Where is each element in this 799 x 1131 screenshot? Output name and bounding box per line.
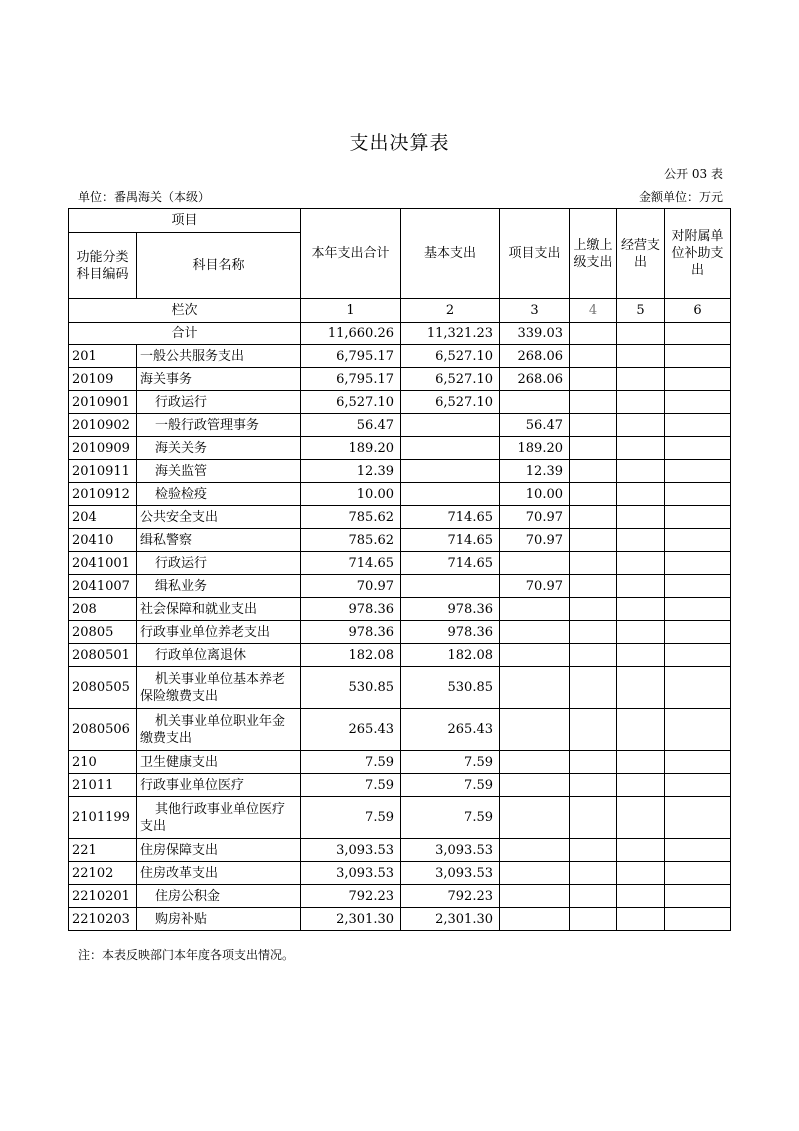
row-upper [570, 667, 617, 709]
row-code: 2010911 [69, 460, 137, 483]
row-total: 265.43 [301, 709, 401, 751]
row-subsidy [665, 575, 731, 598]
row-name: 缉私警察 [137, 529, 301, 552]
row-code: 204 [69, 506, 137, 529]
header-business: 经营支出 [617, 209, 665, 299]
table-row [69, 908, 731, 931]
row-upper [570, 751, 617, 774]
row-total: 7.59 [301, 774, 401, 797]
row-upper [570, 839, 617, 862]
row-project: 10.00 [500, 483, 570, 506]
row-basic: 3,093.53 [401, 839, 500, 862]
row-code: 2080506 [69, 709, 137, 751]
row-business [617, 797, 665, 839]
row-project [500, 552, 570, 575]
col-label: 栏次 [69, 299, 301, 323]
header-total: 本年支出合计 [301, 209, 401, 299]
row-subsidy [665, 552, 731, 575]
row-subsidy [665, 667, 731, 709]
total-label: 合计 [69, 323, 301, 345]
row-total: 10.00 [301, 483, 401, 506]
row-total: 7.59 [301, 797, 401, 839]
row-upper [570, 862, 617, 885]
row-name: 检验检疫 [137, 483, 301, 506]
table-row [69, 774, 731, 797]
row-basic: 7.59 [401, 774, 500, 797]
total-basic: 11,321.23 [401, 323, 500, 345]
row-total: 56.47 [301, 414, 401, 437]
row-basic: 3,093.53 [401, 862, 500, 885]
row-name: 住房改革支出 [137, 862, 301, 885]
row-subsidy [665, 368, 731, 391]
row-business [617, 345, 665, 368]
row-project [500, 391, 570, 414]
row-upper [570, 621, 617, 644]
row-code: 2080505 [69, 667, 137, 709]
row-project: 56.47 [500, 414, 570, 437]
row-upper [570, 575, 617, 598]
row-code: 22102 [69, 862, 137, 885]
row-basic: 530.85 [401, 667, 500, 709]
row-upper [570, 483, 617, 506]
table-row [69, 368, 731, 391]
row-total: 6,795.17 [301, 368, 401, 391]
row-subsidy [665, 621, 731, 644]
table-row [69, 529, 731, 552]
row-code: 2010912 [69, 483, 137, 506]
row-project [500, 774, 570, 797]
total-project: 339.03 [500, 323, 570, 345]
row-upper [570, 885, 617, 908]
row-business [617, 621, 665, 644]
table-row [69, 667, 731, 709]
row-code: 2101199 [69, 797, 137, 839]
row-name: 公共安全支出 [137, 506, 301, 529]
row-subsidy [665, 345, 731, 368]
row-code: 2210201 [69, 885, 137, 908]
row-project: 70.97 [500, 575, 570, 598]
row-name: 行政事业单位医疗 [137, 774, 301, 797]
row-upper [570, 414, 617, 437]
row-business [617, 414, 665, 437]
row-subsidy [665, 391, 731, 414]
row-business [617, 885, 665, 908]
row-total: 3,093.53 [301, 839, 401, 862]
row-total: 792.23 [301, 885, 401, 908]
row-business [617, 391, 665, 414]
row-project [500, 908, 570, 931]
row-total: 530.85 [301, 667, 401, 709]
row-total: 978.36 [301, 621, 401, 644]
row-upper [570, 368, 617, 391]
header-subject-name: 科目名称 [137, 233, 301, 299]
table-row [69, 552, 731, 575]
row-basic [401, 460, 500, 483]
row-upper [570, 709, 617, 751]
row-total: 7.59 [301, 751, 401, 774]
row-upper [570, 391, 617, 414]
row-name: 行政事业单位养老支出 [137, 621, 301, 644]
row-subsidy [665, 797, 731, 839]
table-row [69, 885, 731, 908]
table-row [69, 483, 731, 506]
row-basic: 7.59 [401, 797, 500, 839]
row-subsidy [665, 908, 731, 931]
row-project [500, 621, 570, 644]
unit-label: 单位：番禺海关（本级） [78, 190, 211, 204]
row-upper [570, 774, 617, 797]
expenditure-table [68, 208, 731, 931]
row-project: 189.20 [500, 437, 570, 460]
row-code: 2041001 [69, 552, 137, 575]
row-total: 6,795.17 [301, 345, 401, 368]
row-subsidy [665, 437, 731, 460]
row-upper [570, 797, 617, 839]
row-code: 21011 [69, 774, 137, 797]
row-subsidy [665, 598, 731, 621]
table-row [69, 709, 731, 751]
row-basic: 6,527.10 [401, 368, 500, 391]
row-name: 缉私业务 [137, 575, 301, 598]
row-name: 海关监管 [137, 460, 301, 483]
row-code: 2010901 [69, 391, 137, 414]
header-basic: 基本支出 [401, 209, 500, 299]
row-code: 2080501 [69, 644, 137, 667]
table-row [69, 839, 731, 862]
row-project [500, 862, 570, 885]
row-code: 20410 [69, 529, 137, 552]
footnote: 注：本表反映部门本年度各项支出情况。 [78, 948, 295, 962]
row-upper [570, 345, 617, 368]
row-code: 2010902 [69, 414, 137, 437]
col-num: 6 [665, 299, 731, 323]
row-upper [570, 437, 617, 460]
table-row [69, 751, 731, 774]
row-basic [401, 437, 500, 460]
table-row [69, 506, 731, 529]
row-project [500, 667, 570, 709]
row-project: 12.39 [500, 460, 570, 483]
row-name: 住房保障支出 [137, 839, 301, 862]
total-upper [570, 323, 617, 345]
table-row [69, 621, 731, 644]
row-project: 268.06 [500, 368, 570, 391]
row-business [617, 575, 665, 598]
money-unit-label: 金额单位：万元 [638, 190, 723, 204]
row-total: 12.39 [301, 460, 401, 483]
row-code: 20109 [69, 368, 137, 391]
row-name: 行政运行 [137, 391, 301, 414]
row-business [617, 644, 665, 667]
row-total: 785.62 [301, 529, 401, 552]
row-subsidy [665, 774, 731, 797]
row-business [617, 552, 665, 575]
row-basic: 7.59 [401, 751, 500, 774]
row-basic: 6,527.10 [401, 391, 500, 414]
row-name: 卫生健康支出 [137, 751, 301, 774]
row-basic: 714.65 [401, 506, 500, 529]
row-total: 70.97 [301, 575, 401, 598]
row-project: 70.97 [500, 506, 570, 529]
row-subsidy [665, 885, 731, 908]
row-upper [570, 506, 617, 529]
row-upper [570, 529, 617, 552]
row-business [617, 839, 665, 862]
row-business [617, 506, 665, 529]
row-code: 210 [69, 751, 137, 774]
row-total: 6,527.10 [301, 391, 401, 414]
row-code: 208 [69, 598, 137, 621]
row-business [617, 667, 665, 709]
table-row [69, 414, 731, 437]
row-basic: 714.65 [401, 529, 500, 552]
row-project [500, 598, 570, 621]
row-name: 一般公共服务支出 [137, 345, 301, 368]
row-total: 714.65 [301, 552, 401, 575]
row-subsidy [665, 529, 731, 552]
row-basic: 6,527.10 [401, 345, 500, 368]
total-business [617, 323, 665, 345]
row-name: 其他行政事业单位医疗支出 [137, 797, 301, 839]
row-basic [401, 575, 500, 598]
row-upper [570, 598, 617, 621]
row-basic: 265.43 [401, 709, 500, 751]
table-row [69, 797, 731, 839]
row-subsidy [665, 862, 731, 885]
row-name: 机关事业单位基本养老保险缴费支出 [137, 667, 301, 709]
col-num: 3 [500, 299, 570, 323]
row-subsidy [665, 839, 731, 862]
row-name: 行政运行 [137, 552, 301, 575]
table-row [69, 644, 731, 667]
row-basic: 978.36 [401, 621, 500, 644]
header-upper: 上缴上级支出 [570, 209, 617, 299]
row-business [617, 437, 665, 460]
row-business [617, 862, 665, 885]
col-num: 1 [301, 299, 401, 323]
row-code: 221 [69, 839, 137, 862]
row-total: 189.20 [301, 437, 401, 460]
header-project: 项目支出 [500, 209, 570, 299]
header-item: 项目 [69, 209, 301, 233]
row-name: 海关事务 [137, 368, 301, 391]
row-total: 785.62 [301, 506, 401, 529]
row-upper [570, 460, 617, 483]
row-subsidy [665, 751, 731, 774]
row-project [500, 885, 570, 908]
row-subsidy [665, 483, 731, 506]
header-subsidy: 对附属单位补助支出 [665, 209, 731, 299]
row-basic: 792.23 [401, 885, 500, 908]
row-code: 20805 [69, 621, 137, 644]
row-code: 2010909 [69, 437, 137, 460]
row-basic: 978.36 [401, 598, 500, 621]
row-code: 2041007 [69, 575, 137, 598]
row-total: 3,093.53 [301, 862, 401, 885]
col-num: 4 [570, 299, 617, 323]
row-name: 购房补贴 [137, 908, 301, 931]
table-row [69, 345, 731, 368]
row-project [500, 839, 570, 862]
row-project [500, 644, 570, 667]
row-name: 机关事业单位职业年金缴费支出 [137, 709, 301, 751]
row-name: 行政单位离退休 [137, 644, 301, 667]
row-total: 2,301.30 [301, 908, 401, 931]
row-business [617, 529, 665, 552]
row-project [500, 797, 570, 839]
row-upper [570, 552, 617, 575]
row-code: 2210203 [69, 908, 137, 931]
col-num: 5 [617, 299, 665, 323]
row-project: 268.06 [500, 345, 570, 368]
row-business [617, 460, 665, 483]
table-row [69, 862, 731, 885]
row-subsidy [665, 709, 731, 751]
row-subsidy [665, 460, 731, 483]
row-subsidy [665, 414, 731, 437]
row-basic: 714.65 [401, 552, 500, 575]
row-project: 70.97 [500, 529, 570, 552]
row-business [617, 368, 665, 391]
col-num: 2 [401, 299, 500, 323]
table-row [69, 575, 731, 598]
row-name: 一般行政管理事务 [137, 414, 301, 437]
row-upper [570, 908, 617, 931]
row-total: 978.36 [301, 598, 401, 621]
row-business [617, 483, 665, 506]
table-row [69, 391, 731, 414]
row-code: 201 [69, 345, 137, 368]
row-business [617, 774, 665, 797]
row-name: 海关关务 [137, 437, 301, 460]
row-name: 住房公积金 [137, 885, 301, 908]
row-project [500, 709, 570, 751]
table-row [69, 437, 731, 460]
row-basic: 182.08 [401, 644, 500, 667]
row-basic [401, 483, 500, 506]
row-business [617, 598, 665, 621]
total-sum: 11,660.26 [301, 323, 401, 345]
header-func-code: 功能分类科目编码 [69, 233, 137, 299]
row-upper [570, 644, 617, 667]
row-basic: 2,301.30 [401, 908, 500, 931]
table-row [69, 598, 731, 621]
row-total: 182.08 [301, 644, 401, 667]
row-business [617, 908, 665, 931]
row-name: 社会保障和就业支出 [137, 598, 301, 621]
row-business [617, 751, 665, 774]
row-subsidy [665, 506, 731, 529]
total-subsidy [665, 323, 731, 345]
form-number: 公开 03 表 [664, 167, 723, 181]
row-business [617, 709, 665, 751]
row-project [500, 751, 570, 774]
page-title: 支出决算表 [349, 132, 450, 154]
row-basic [401, 414, 500, 437]
row-subsidy [665, 644, 731, 667]
table-row [69, 460, 731, 483]
